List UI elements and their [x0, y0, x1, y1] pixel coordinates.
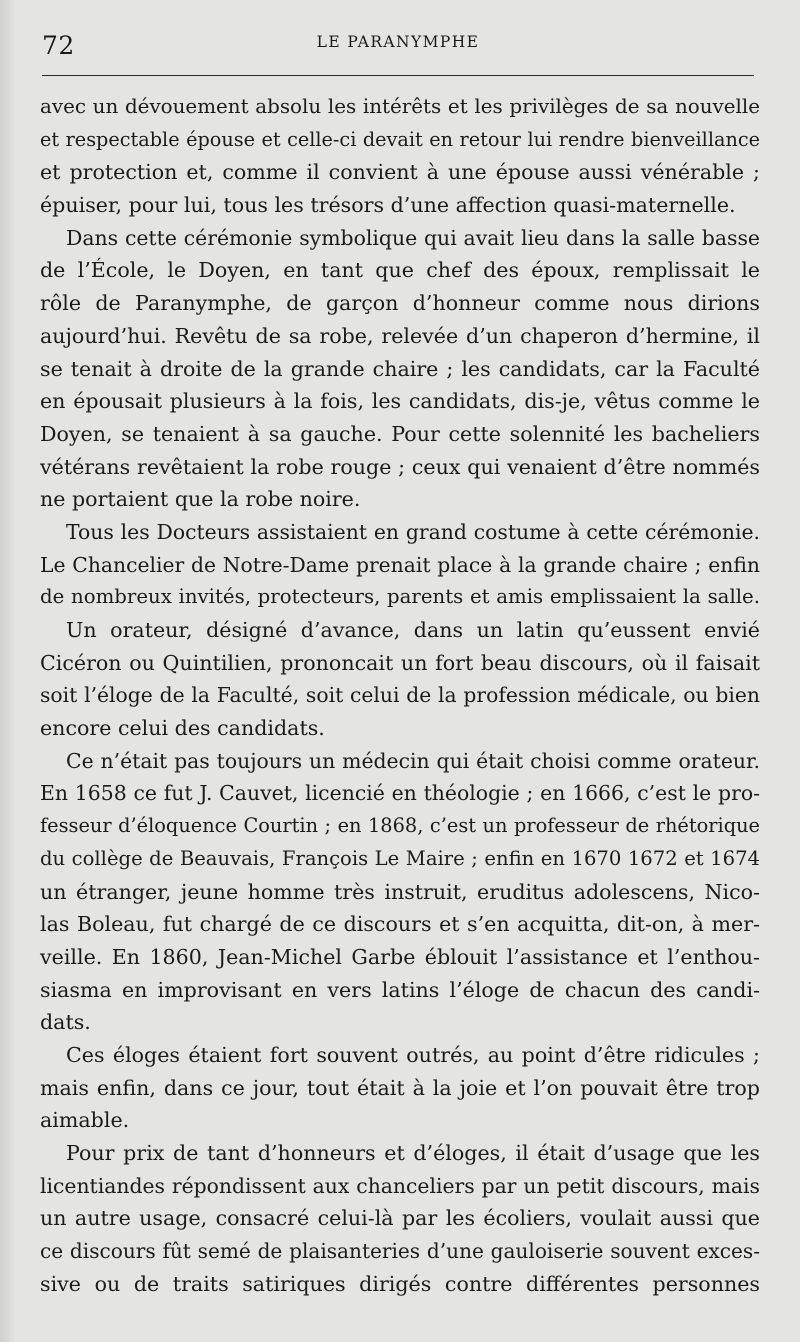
text-line: Cicéron ou Quintilien, prononcait un fort beau discours, où il faisait: [40, 650, 760, 675]
text-line: et respectable épouse et celle-ci devait en retour lui rendre bienveillance: [40, 127, 760, 151]
text-line: ne portaient que la robe noire.: [40, 487, 361, 512]
text-line: et protection et, comme il convient à une épouse aussi vénérable ;: [40, 160, 760, 185]
text-line: licentiandes répondissent aux chanceliers par un petit discours, mais: [40, 1173, 760, 1198]
text-line: aujourd’hui. Revêtu de sa robe, relevée d’un chaperon d’hermine, il: [40, 323, 760, 348]
text-line: veille. En 1860, Jean-Michel Garbe éblouit l’assistance et l’enthou-: [40, 944, 760, 969]
text-line: ce discours fût semé de plaisanteries d’une gauloiserie souvent exces-: [40, 1239, 760, 1264]
text-line: de l’École, le Doyen, en tant que chef des époux, remplissait le: [40, 258, 760, 283]
text-line: un étranger, jeune homme très instruit, eruditus adolescens, Nico-: [40, 879, 760, 904]
text-line: mais enfin, dans ce jour, tout était à la joie et l’on pouvait être trop: [40, 1075, 760, 1100]
text-line: Un orateur, désigné d’avance, dans un latin qu’eussent envié: [66, 618, 760, 642]
page-number: 72: [42, 31, 75, 60]
text-line: soit l’éloge de la Faculté, soit celui de la profession médicale, ou bien: [40, 683, 760, 708]
text-line: un autre usage, consacré celui-là par les écoliers, voulait aussi que: [40, 1206, 760, 1231]
text-line: aimable.: [40, 1108, 130, 1133]
text-line: Tous les Docteurs assistaient en grand costume à cette cérémonie.: [66, 519, 760, 544]
text-line: avec un dévouement absolu les intérêts et les privilèges de sa nouvelle: [40, 95, 760, 118]
text-line: dats.: [40, 1010, 91, 1035]
text-line: de nombreux invités, protecteurs, parents et amis emplissaient la salle.: [40, 585, 760, 609]
text-line: rôle de Paranymphe, de garçon d’honneur comme nous dirions: [40, 291, 760, 316]
text-line: sive ou de traits satiriques dirigés contre différentes personnes: [40, 1271, 760, 1296]
text-line: épuiser, pour lui, tous les trésors d’une affection quasi-maternelle.: [40, 193, 736, 218]
text-line: en épousait plusieurs à la fois, les candidats, dis-je, vêtus comme le: [40, 389, 760, 414]
text-line: fesseur d’éloquence Courtin ; en 1868, c’est un professeur de rhétorique: [40, 814, 760, 838]
text-line: Doyen, se tenaient à sa gauche. Pour cette solennité les bacheliers: [40, 421, 760, 446]
page-edge-shadow: [0, 0, 16, 1342]
text-line: se tenait à droite de la grande chaire ; les candidats, car la Faculté: [40, 356, 760, 381]
text-line: Pour prix de tant d’honneurs et d’éloges, il était d’usage que les: [66, 1141, 760, 1165]
text-line: encore celui des candidats.: [40, 716, 325, 741]
text-line: las Boleau, fut chargé de ce discours et s’en acquitta, dit-on, à mer-: [40, 912, 760, 937]
header-rule: [42, 75, 754, 76]
text-line: siasma en improvisant en vers latins l’éloge de chacun des candi-: [40, 977, 760, 1002]
page-header: [40, 28, 756, 68]
text-line: Le Chancelier de Notre-Dame prenait place à la grande chaire ; enfin: [40, 552, 760, 577]
running-title: LE PARANYMPHE: [316, 33, 480, 51]
text-line: En 1658 ce fut J. Cauvet, licencié en théologie ; en 1666, c’est le pro-: [40, 781, 760, 806]
text-line: du collège de Beauvais, François Le Maire ; enfin en 1670 1672 et 1674: [40, 846, 760, 870]
body-text: [40, 91, 760, 1300]
text-line: Ce n’était pas toujours un médecin qui était choisi comme orateur.: [66, 748, 760, 773]
text-line: Ces éloges étaient fort souvent outrés, au point d’être ridicules ;: [66, 1042, 760, 1067]
text-line: vétérans revêtaient la robe rouge ; ceux qui venaient d’être nommés: [40, 454, 760, 479]
text-line: Dans cette cérémonie symbolique qui avait lieu dans la salle basse: [66, 225, 760, 250]
